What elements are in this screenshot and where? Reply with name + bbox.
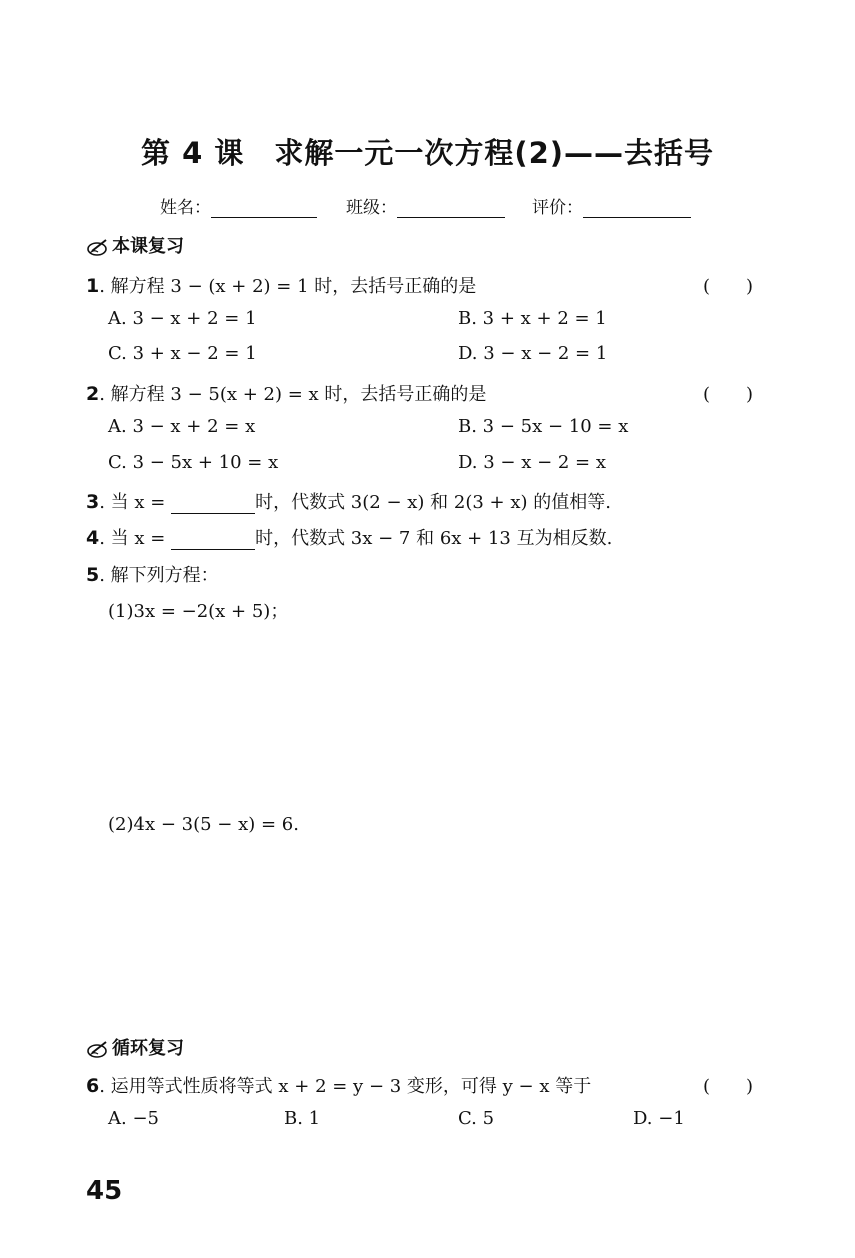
eval-field bbox=[532, 193, 691, 218]
q6-answer-paren[interactable]: ( ) bbox=[703, 1076, 754, 1097]
q6-number: 6 bbox=[86, 1075, 100, 1097]
q1-number: 1 bbox=[86, 275, 100, 297]
q5-sub-2-work-area[interactable] bbox=[108, 848, 748, 1018]
q5-sub-2: (2)4x − 3(5 − x) = 6. bbox=[108, 814, 299, 835]
q1-option-d[interactable]: D. 3 − x − 2 = 1 bbox=[458, 343, 608, 364]
q3-number: 3 bbox=[86, 491, 100, 513]
pen-icon bbox=[86, 237, 110, 257]
class-blank[interactable] bbox=[397, 199, 505, 218]
page-number: 45 bbox=[86, 1176, 123, 1206]
q1-text: . 解方程 3 − (x + 2) = 1 时，去括号正确的是 bbox=[99, 276, 477, 297]
class-label: 班级： bbox=[346, 198, 397, 218]
q1-option-a[interactable]: A. 3 − x + 2 = 1 bbox=[108, 308, 257, 329]
q3-post: 时，代数式 3(2 − x) 和 2(3 + x) 的值相等. bbox=[255, 492, 611, 513]
question-2 bbox=[86, 380, 486, 406]
q2-option-b[interactable]: B. 3 − 5x − 10 = x bbox=[458, 416, 629, 437]
question-3 bbox=[86, 488, 611, 514]
q5-sub-1: (1)3x = −2(x + 5)； bbox=[108, 601, 289, 622]
q3-answer-blank[interactable] bbox=[171, 495, 255, 514]
q6-option-b[interactable]: B. 1 bbox=[284, 1108, 321, 1129]
q1-answer-paren[interactable]: ( ) bbox=[703, 276, 754, 297]
name-field bbox=[160, 193, 317, 218]
question-6 bbox=[86, 1072, 591, 1098]
q4-answer-blank[interactable] bbox=[171, 531, 255, 550]
question-1 bbox=[86, 272, 476, 298]
section-review-label: 本课复习 bbox=[112, 236, 184, 257]
section-cyclic-label: 循环复习 bbox=[112, 1038, 184, 1059]
q6-option-d[interactable]: D. −1 bbox=[633, 1108, 685, 1129]
q2-answer-paren[interactable]: ( ) bbox=[703, 384, 754, 405]
q4-number: 4 bbox=[86, 527, 100, 549]
q5-number: 5 bbox=[86, 564, 100, 586]
eval-label: 评价： bbox=[532, 198, 583, 218]
q4-post: 时，代数式 3x − 7 和 6x + 13 互为相反数. bbox=[255, 528, 613, 549]
q2-option-a[interactable]: A. 3 − x + 2 = x bbox=[108, 416, 256, 437]
page-title: 第 4 课 求解一元一次方程(2)——去括号 bbox=[140, 136, 715, 170]
section-cyclic bbox=[86, 1034, 184, 1060]
q1-option-b[interactable]: B. 3 + x + 2 = 1 bbox=[458, 308, 607, 329]
question-4 bbox=[86, 524, 612, 550]
name-label: 姓名： bbox=[160, 198, 211, 218]
q2-number: 2 bbox=[86, 383, 100, 405]
name-blank[interactable] bbox=[211, 199, 317, 218]
q1-option-c[interactable]: C. 3 + x − 2 = 1 bbox=[108, 343, 257, 364]
question-5 bbox=[86, 561, 219, 587]
q6-option-c[interactable]: C. 5 bbox=[458, 1108, 495, 1129]
q5-sub-1-work-area[interactable] bbox=[108, 630, 748, 800]
q2-option-d[interactable]: D. 3 − x − 2 = x bbox=[458, 452, 607, 473]
class-field bbox=[346, 193, 505, 218]
q2-text: . 解方程 3 − 5(x + 2) = x 时，去括号正确的是 bbox=[99, 384, 487, 405]
q4-pre: . 当 x = bbox=[99, 528, 172, 549]
q2-option-c[interactable]: C. 3 − 5x + 10 = x bbox=[108, 452, 279, 473]
q5-text: . 解下列方程： bbox=[99, 565, 219, 586]
q3-pre: . 当 x = bbox=[99, 492, 172, 513]
pen-icon bbox=[86, 1039, 110, 1059]
q6-option-a[interactable]: A. −5 bbox=[108, 1108, 159, 1129]
eval-blank[interactable] bbox=[583, 199, 691, 218]
section-review bbox=[86, 232, 184, 258]
q6-text: . 运用等式性质将等式 x + 2 = y − 3 变形，可得 y − x 等于 bbox=[99, 1076, 592, 1097]
